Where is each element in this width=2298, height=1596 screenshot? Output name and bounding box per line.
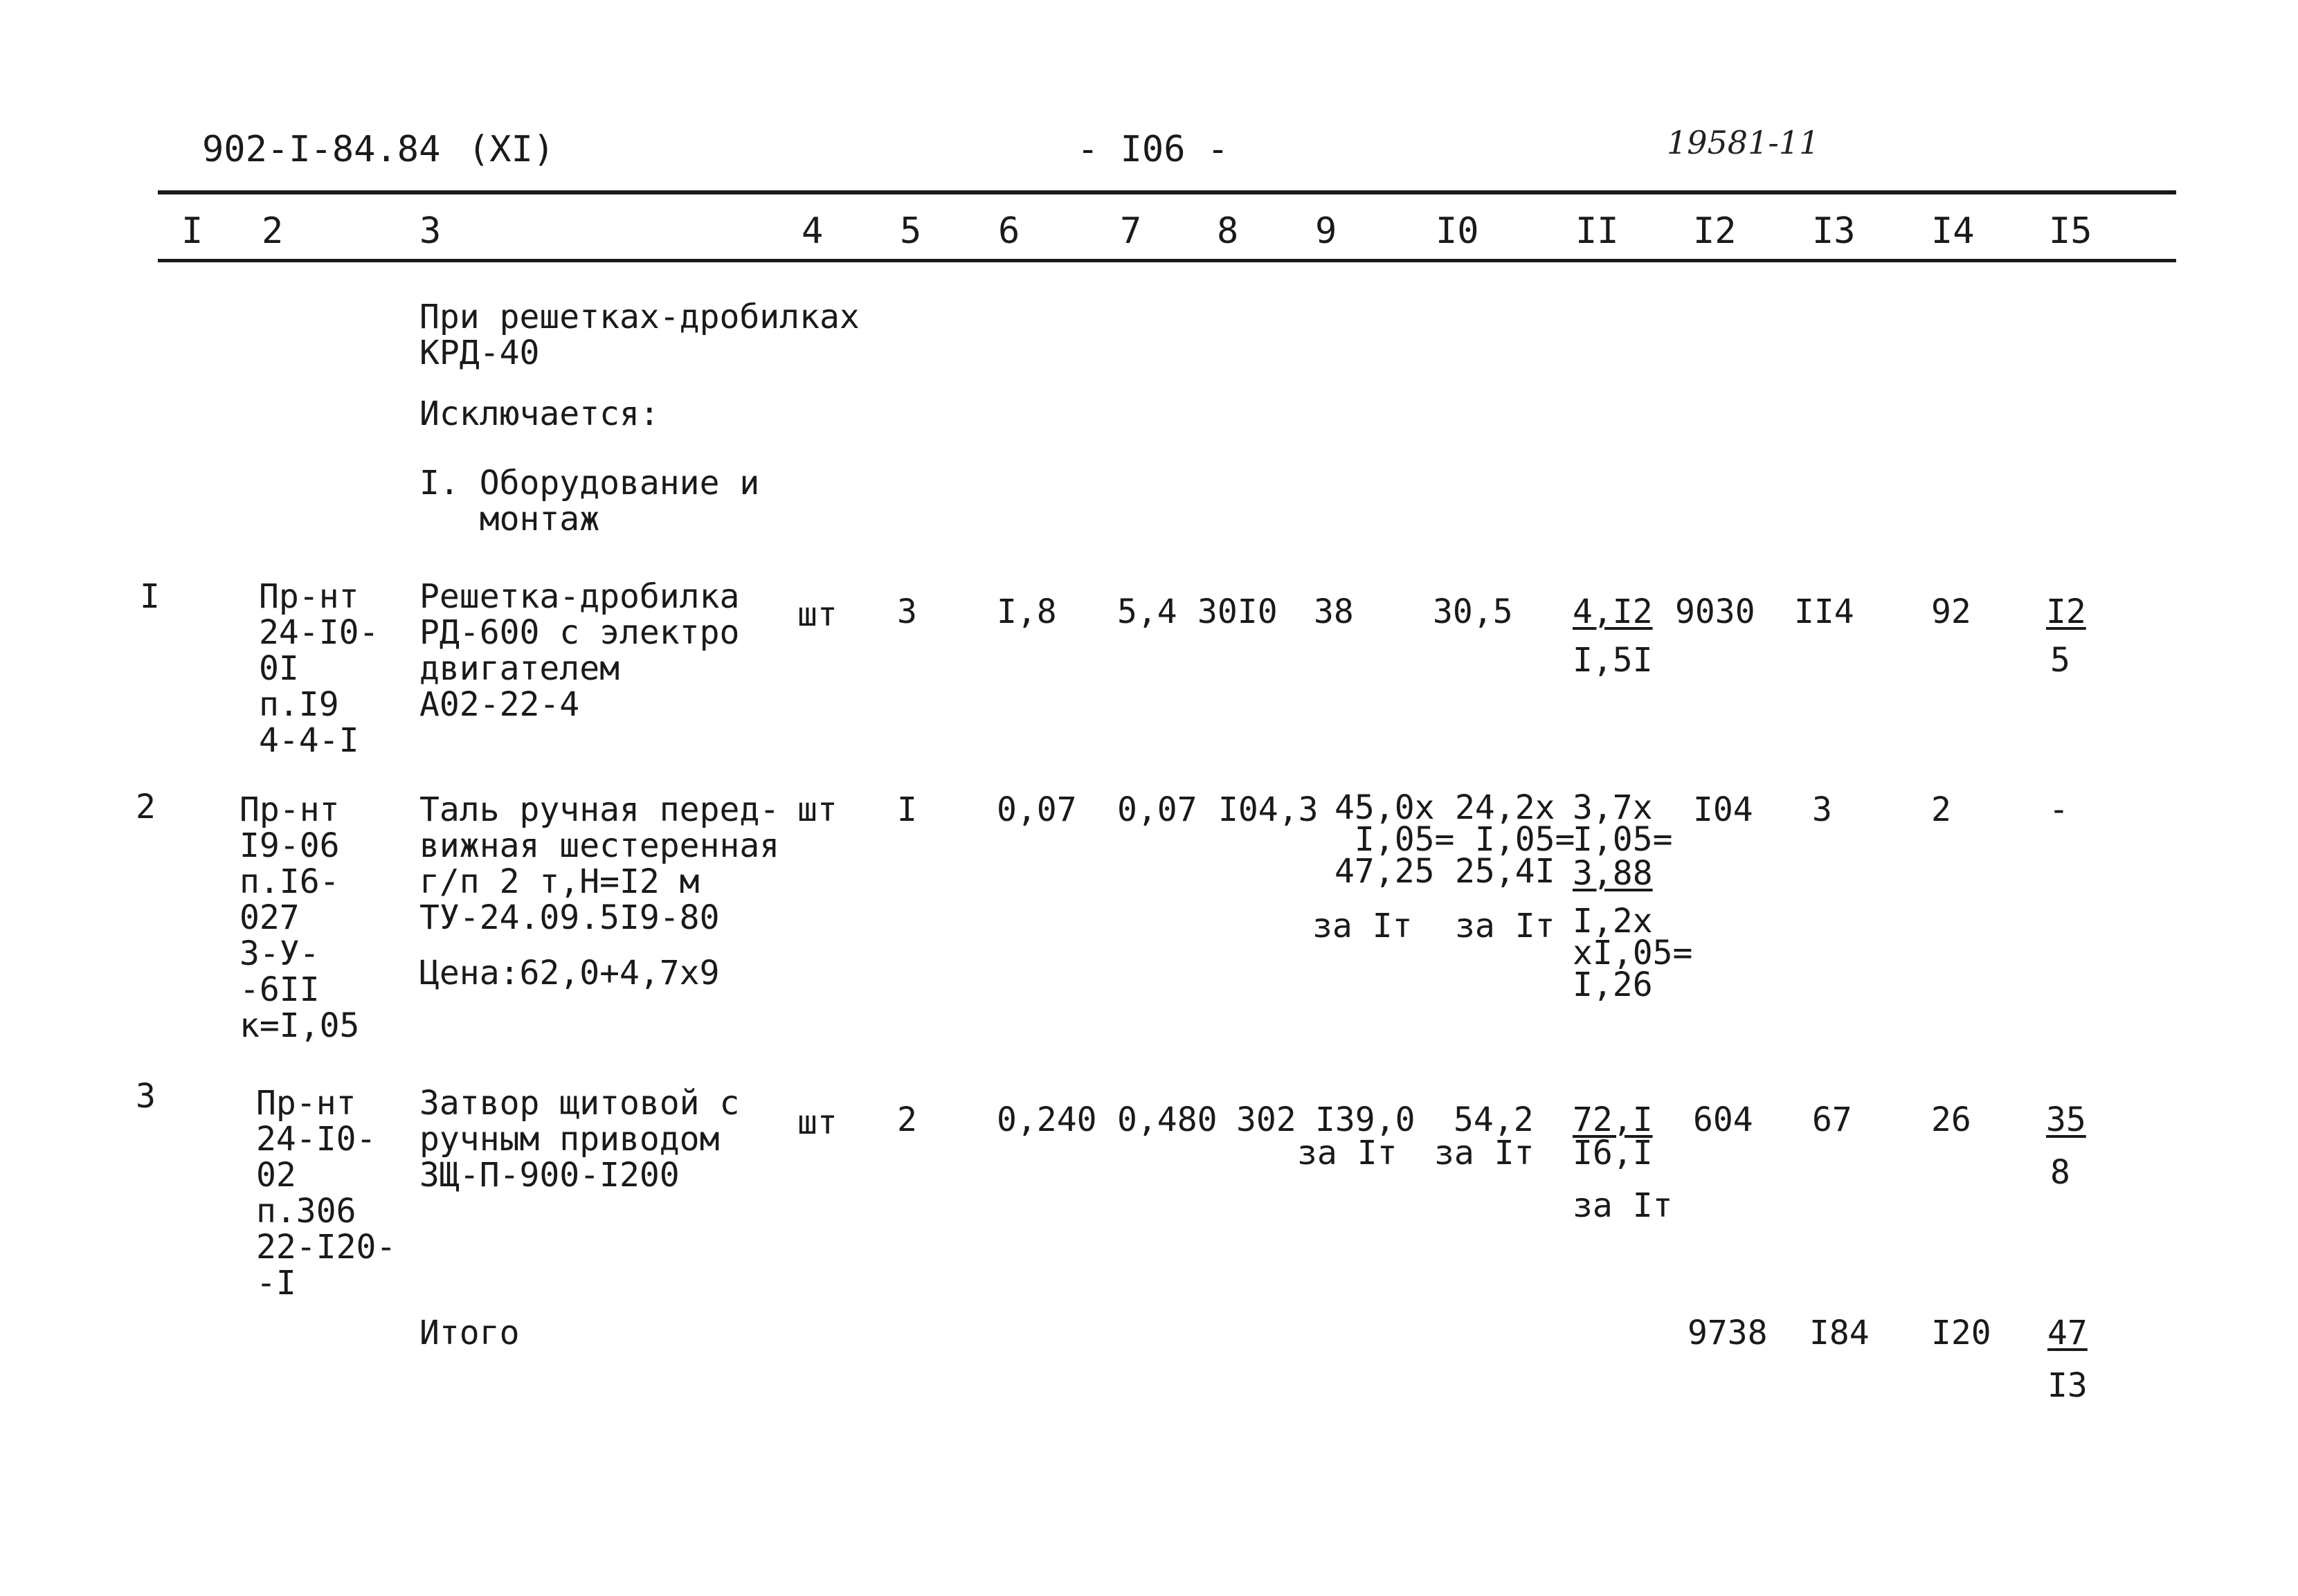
column-header: I4 [1931,210,1975,252]
column-header: 7 [1120,210,1142,252]
col9-note: за Iт [1297,1134,1397,1172]
total-col15-top: 47 [2047,1314,2088,1352]
column-header: I [181,210,203,252]
column-header: II [1575,210,1619,252]
col8-cell: 30I0 [1197,592,1278,631]
col6-cell: I,8 [997,592,1057,631]
col8-cell: 302 [1236,1100,1296,1139]
col9-cell: 38 [1314,592,1354,631]
col12-cell: 9030 [1675,592,1755,631]
item-name-cell: Затвор щитовой с ручным приводом ЗЩ-П-900-I200 [419,1084,740,1195]
column-header: 2 [262,210,284,252]
total-col14: I20 [1931,1314,1991,1352]
column-header: 6 [998,210,1020,252]
col8-cell: I04,3 [1218,790,1319,829]
column-header: 3 [419,210,442,252]
stamp-number: 19581-11 [1667,124,1820,161]
row-number: 3 [136,1077,156,1116]
col13-cell: 67 [1812,1100,1852,1139]
col11-mid-cell: 3,88 [1573,854,1653,893]
col11-top-cell: 3,7x I,05= [1573,788,1673,859]
excluded-label: Исключается: [419,395,660,433]
context-title: При решетках-дробилках КРД-40 [419,298,860,372]
col10-cell: 24,2x I,05= 25,4I [1455,788,1575,891]
col15-top-cell: 35 [2046,1100,2086,1139]
col13-cell: II4 [1794,592,1854,631]
total-col12: 9738 [1688,1314,1768,1352]
unit-cell: шт [797,790,838,829]
col7-cell: 5,4 [1117,592,1177,631]
col10-note: за Iт [1434,1134,1535,1172]
price-note: Цена:62,0+4,7x9 [419,954,720,992]
column-header: I3 [1812,210,1856,252]
quantity-cell: I [897,790,917,829]
column-header: 5 [900,210,922,252]
col9-cell: I39,0 [1315,1100,1415,1139]
column-header: I2 [1693,210,1737,252]
col11-bottom-cell: I6,I [1573,1134,1653,1172]
column-header: 8 [1217,210,1239,252]
row-number: I [140,577,160,616]
col15-top-cell: I2 [2046,592,2086,631]
col10-cell: 30,5 [1433,592,1513,631]
col15-bottom-cell: 8 [2050,1153,2070,1192]
column-header: I0 [1436,210,1479,252]
total-col13: I84 [1809,1314,1870,1352]
document-section: (XI) [468,129,555,170]
row-number: 2 [136,788,156,826]
col13-cell: 3 [1812,790,1832,829]
reference-cell: Пр-нт 24-I0- 0I п.I9 4-4-I [259,577,379,760]
col14-cell: 26 [1931,1100,1971,1139]
col9-cell: 45,0x I,05= 47,25 [1335,788,1455,891]
item-name-cell: Решетка-дробилка РД-600 с электро двигателем А02-22-4 [419,577,740,724]
col14-cell: 92 [1931,592,1971,631]
col11-note: за Iт [1573,1186,1673,1225]
col11-bottom-cell: I,2x xI,05= I,26 [1573,902,1693,1004]
col6-cell: 0,07 [997,790,1077,829]
col12-cell: 604 [1693,1100,1753,1139]
total-label: Итого [419,1314,520,1352]
column-header: 4 [802,210,824,252]
col11-bottom-cell: I,5I [1573,641,1653,680]
col14-cell: 2 [1931,790,1951,829]
total-col15-bottom: I3 [2047,1366,2088,1405]
col7-cell: 0,07 [1117,790,1197,829]
column-header: I5 [2049,210,2092,252]
reference-cell: Пр-нт I9-06 п.I6- 027 3-У- -6II к=I,05 [239,790,360,1045]
col11-top-cell: 72,I [1573,1100,1653,1139]
col11-top-cell: 4,I2 [1573,592,1653,631]
unit-cell: шт [797,595,838,634]
quantity-cell: 2 [897,1100,917,1139]
column-header: 9 [1315,210,1337,252]
col7-cell: 0,480 [1117,1100,1218,1139]
header-bottom-rule [158,259,2176,262]
document-code: 902-I-84.84 [202,129,441,170]
col9-note: за Iт [1312,907,1413,945]
item-name-cell: Таль ручная перед- вижная шестеренная г/п 2 т,Н=I2 м ТУ-24.09.5I9-80 [419,790,780,937]
col15-bottom-cell: 5 [2050,641,2070,680]
col10-cell: 54,2 [1454,1100,1534,1139]
col6-cell: 0,240 [997,1100,1097,1139]
header-top-rule [158,190,2176,194]
section-title: I. Оборудование и монтаж [419,464,760,538]
col12-cell: I04 [1693,790,1753,829]
col10-note: за Iт [1455,907,1555,945]
col15-cell: - [2049,790,2069,829]
quantity-cell: 3 [897,592,917,631]
unit-cell: шт [797,1103,838,1142]
reference-cell: Пр-нт 24-I0- 02 п.306 22-I20- -I [256,1084,397,1303]
page-number: - I06 - [1077,129,1229,170]
